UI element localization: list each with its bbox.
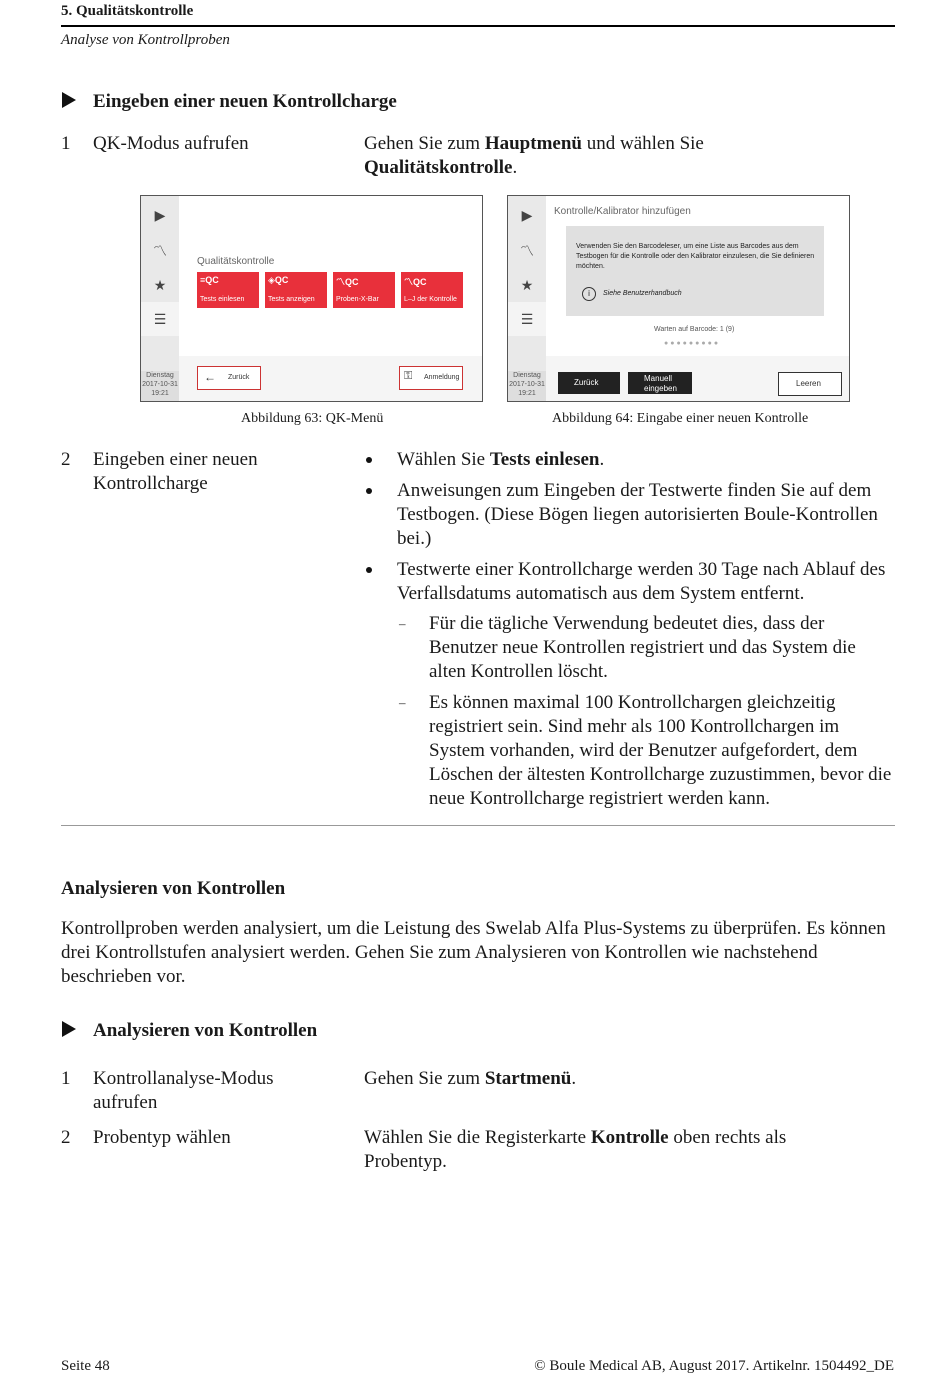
- step-number: 2: [61, 1127, 71, 1148]
- dash-marker-icon: –: [399, 616, 406, 631]
- bullet-item: Anweisungen zum Eingeben der Testwerte finden Sie auf dem Testbogen. (Diese Bögen liegen autorisierten Boule-Kontrollen bei.): [364, 479, 894, 551]
- step-description: Gehen Sie zum Startmenü.: [364, 1068, 577, 1089]
- screen-heading: Qualitätskontrolle: [197, 256, 275, 267]
- back-button[interactable]: Zurück: [558, 372, 620, 394]
- figure-qk-menu: [140, 195, 483, 402]
- tile-proben-x-bar[interactable]: 〽QC Proben-X-Bar: [333, 272, 395, 308]
- progress-dots: ●●●●●●●●●: [664, 340, 721, 347]
- user-lock-icon: ⚿: [404, 370, 413, 382]
- procedure-title: Analysieren von Kontrollen: [93, 1020, 318, 1041]
- tile-lj-kontrolle[interactable]: 〽QC L–J der Kontrolle: [401, 272, 463, 308]
- figure-caption: Abbildung 63: QK-Menü: [241, 411, 384, 426]
- step-number: 1: [61, 133, 71, 154]
- step-number: 1: [61, 1068, 71, 1089]
- copyright: © Boule Medical AB, August 2017. Artikelnr. 1504492_DE: [534, 1358, 894, 1374]
- waiting-status: Warten auf Barcode: 1 (9): [654, 326, 735, 333]
- step-description: Gehen Sie zum Hauptmenü und wählen Sie Qualitätskontrolle.: [364, 133, 704, 178]
- clear-button[interactable]: Leeren: [778, 372, 842, 396]
- dash-marker-icon: –: [399, 695, 406, 710]
- sidebar: [141, 196, 179, 401]
- info-box: [566, 226, 824, 316]
- section-heading: Analysieren von Kontrollen: [61, 878, 286, 899]
- star-icon[interactable]: ★: [520, 277, 534, 293]
- play-icon[interactable]: ▶: [154, 207, 166, 223]
- login-button[interactable]: ⚿ Anmeldung: [399, 366, 463, 390]
- procedure-title: Eingeben einer neuen Kontrollcharge: [93, 91, 397, 112]
- back-button[interactable]: ← Zurück: [197, 366, 261, 390]
- section-subtitle: Analyse von Kontrollproben: [61, 32, 230, 48]
- page-number: Seite 48: [61, 1358, 110, 1374]
- procedure-heading: [62, 91, 397, 113]
- section-paragraph: Kontrollproben werden analysiert, um die Leistung des Swelab Alfa Plus-Systems zu überprüfen. Es können drei Kontrollstufen analysiert werden. Gehen Sie zum Analysieren von Kontrollen wie nachstehend beschrieben vor.: [61, 918, 886, 987]
- triangle-bullet-icon: [62, 1021, 76, 1037]
- date-display: Dienstag 2017-10-31 19:21: [141, 371, 179, 401]
- header-divider: [61, 25, 895, 27]
- figure-caption: Abbildung 64: Eingabe einer neuen Kontrolle: [552, 411, 809, 426]
- manual-reference: Siehe Benutzerhandbuch: [603, 290, 682, 297]
- bullet-dot-icon: [366, 457, 372, 463]
- step-name: Probentyp wählen: [93, 1127, 231, 1148]
- triangle-bullet-icon: [62, 92, 76, 108]
- step-name: Kontrollanalyse-Modus aufrufen: [93, 1068, 274, 1113]
- star-icon[interactable]: ★: [153, 277, 167, 293]
- tile-tests-anzeigen[interactable]: ◈QC Tests anzeigen: [265, 272, 327, 308]
- tile-tests-einlesen[interactable]: ≡QC Tests einlesen: [197, 272, 259, 308]
- menu-icon[interactable]: ☰: [508, 302, 546, 336]
- step-name: QK-Modus aufrufen: [93, 133, 249, 154]
- bullet-dot-icon: [366, 488, 372, 494]
- info-icon: i: [582, 287, 596, 301]
- date-display: Dienstag 2017-10-31 19:21: [508, 371, 546, 401]
- section-divider: [61, 825, 895, 826]
- arrow-left-icon: ←: [204, 370, 216, 384]
- play-icon[interactable]: ▶: [521, 207, 533, 223]
- bullet-item: Wählen Sie Tests einlesen.: [364, 448, 894, 472]
- screen-heading: Kontrolle/Kalibrator hinzufügen: [554, 206, 691, 217]
- bullet-dot-icon: [366, 567, 372, 573]
- menu-icon[interactable]: ☰: [141, 302, 179, 336]
- sidebar: [508, 196, 546, 401]
- step-name: Eingeben einer neuen Kontrollcharge: [93, 449, 258, 494]
- dash-item: – Es können maximal 100 Kontrollchargen gleichzeitig registriert sein. Sind mehr als 100 Kontrollchargen im System vorhanden, wird der Benutzer aufgefordert, dem Löschen der ältesten Kontrollcharge zuzustimmen, bevor die neue Kontrollcharge registriert werden kann.: [399, 692, 892, 809]
- figure-add-control: [507, 195, 850, 402]
- procedure-heading: [62, 1020, 317, 1042]
- bullet-item: Testwerte einer Kontrollcharge werden 30 Tage nach Ablauf des Verfallsdatums automatisch aus dem System entfernt.: [364, 558, 894, 606]
- step-number: 2: [61, 449, 71, 470]
- step-description: Wählen Sie die Registerkarte Kontrolle oben rechts als Probentyp.: [364, 1127, 787, 1172]
- chapter-title: 5. Qualitätskontrolle: [61, 3, 194, 19]
- info-text: Verwenden Sie den Barcodeleser, um eine Liste aus Barcodes aus dem Testbogen für die Kontrolle oder den Kalibrator einzulesen, die Sie definieren möchten.: [576, 243, 815, 270]
- chart-icon[interactable]: 〽: [153, 243, 167, 259]
- chart-icon[interactable]: 〽: [520, 243, 534, 259]
- dash-item: – Für die tägliche Verwendung bedeutet dies, dass der Benutzer neue Kontrollen registriert und das System die alten Kontrollen löscht.: [399, 613, 856, 682]
- manual-entry-button[interactable]: Manuell eingeben: [628, 372, 692, 394]
